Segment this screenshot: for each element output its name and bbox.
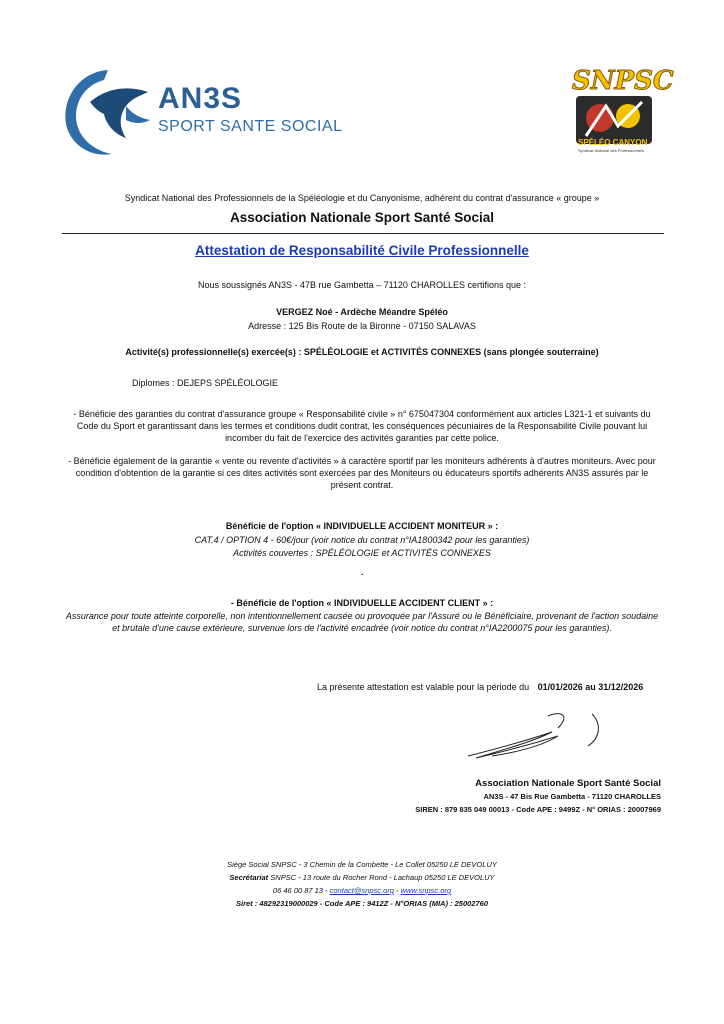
snpsc-logo-text: SNPSC [572, 66, 674, 96]
diplomas: Diplomes : DEJEPS SPÉLÉOLOGIE [132, 378, 279, 388]
sign-org-address: AN3S - 47 Bis Rue Gambetta - 71120 CHAROLLES [483, 792, 661, 801]
footer-line-2 [0, 873, 724, 882]
holder-address: Adresse : 125 Bis Route de la Bironne - 07150 SALAVAS [248, 321, 476, 331]
option-moniteur-title: Bénéficie de l'option « INDIVIDUELLE ACCIDENT MONITEUR » : [225, 521, 499, 531]
association-name: Association Nationale Sport Santé Social [229, 210, 495, 225]
footer-secretariat-label: Secrétariat [229, 873, 269, 882]
validity-label: La présente attestation est valable pour la période du [317, 682, 530, 692]
activities: Activité(s) professionnelle(s) exercée(s) : SPÉLÉOLOGIE et ACTIVITÉS CONNEXES (sans plongée souterraine) [125, 347, 599, 357]
syndicate-line: Syndicat National des Professionnels de la Spéléologie et du Canyonisme, adhérent du contrat d'assurance « groupe » [124, 193, 600, 203]
intro-text: Nous soussignés AN3S - 47B rue Gambetta – 71120 CHAROLLES certifions que : [197, 280, 526, 290]
document-title[interactable]: Attestation de Responsabilité Civile Professionnelle [195, 243, 529, 258]
footer-line-1: Siège Social SNPSC - 3 Chemin de la Combette - Le Collet 05250 LE DEVOLUY [227, 860, 497, 869]
option-client-title: - Bénéficie de l'option « INDIVIDUELLE ACCIDENT CLIENT » : [230, 598, 494, 608]
option-client-text: Assurance pour toute atteinte corporelle, non intentionnellement causée ou provoquée par l'Assuré ou le Bénéficiaire, provenant de l'action soudaine et brutale d'une cause extérieure, survenue lors de l'activité encadrée (voir notice du contrat n°IA2200075 pour les garanties). [65, 611, 659, 633]
an3s-emblem-icon [60, 62, 155, 162]
an3s-logo [60, 62, 350, 162]
header-divider [62, 233, 664, 234]
validity-line [317, 681, 643, 693]
sign-org-ids: SIREN : 879 835 049 00013 - Code APE : 9499Z - N° ORIAS : 20007969 [415, 805, 661, 814]
an3s-logo-title: AN3S [158, 82, 243, 115]
sign-org-name: Association Nationale Sport Santé Social [475, 778, 661, 789]
holder-name: VERGEZ Noé - Ardèche Méandre Spéléo [276, 307, 448, 317]
footer-sep: - [393, 886, 401, 895]
snpsc-logo-subcaption: Syndicat National des Professionnels [578, 148, 645, 153]
option-moniteur-line2: Activités couvertes : SPÉLÉOLOGIE et ACTIVITÉS CONNEXES [233, 548, 491, 558]
paragraph-rc: - Bénéficie des garanties du contrat d'assurance groupe « Responsabilité civile » n° 675047304 conformément aux articles L321-1 et suivants du Code du Sport et garantissant dans les termes et conditions dudit contrat, les conséquences pécuniaires de la Responsabilité Civile pouvant lui incomber du fait de l'exercice des activités garanties par cette police. [73, 409, 651, 443]
snpsc-logo [566, 66, 674, 162]
footer-line-3 [0, 886, 724, 895]
validity-period: 01/01/2026 au 31/12/2026 [537, 682, 644, 692]
document-title-wrap [0, 242, 724, 260]
separator-dash: - [360, 569, 364, 579]
option-moniteur-line1: CAT.4 / OPTION 4 - 60€/jour (voir notice du contrat n°IA1800342 pour les garanties) [194, 535, 530, 545]
snpsc-logo-caption: SPÉLÉO CANYON [578, 138, 648, 147]
footer-line-4: Siret : 48292319000029 - Code APE : 9412Z - N°ORIAS (MIA) : 25002760 [235, 899, 488, 908]
paragraph-vente: - Bénéficie également de la garantie « vente ou revente d'activités » à caractère sportif par les moniteurs adhérents à d'autres moniteurs. Avec pour condition d'obtention de la garantie si ces dites activités sont exercées par des Moniteurs ou éducateurs sportifs adhérents AN3S assurés par le présent contrat. [68, 456, 656, 490]
footer-email-link[interactable]: contact@snpsc.org [329, 886, 394, 895]
signature-image [462, 706, 612, 766]
footer-web-link[interactable]: www.snpsc.org [400, 886, 452, 895]
an3s-logo-subtitle: SPORT SANTE SOCIAL [158, 118, 343, 135]
footer-phone: 06 46 00 87 13 - [272, 886, 330, 895]
footer-secretariat-text: SNPSC - 13 route du Rocher Rond - Lachaup 05250 LE DEVOLUY [268, 873, 495, 882]
